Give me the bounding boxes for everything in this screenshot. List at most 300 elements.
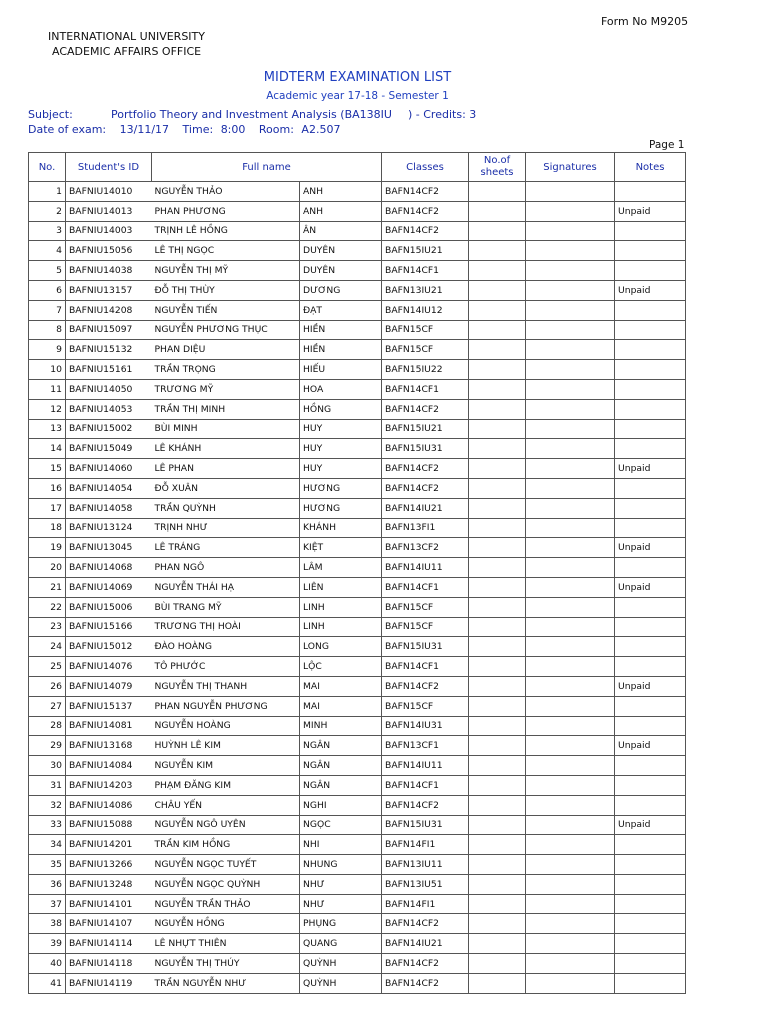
student-id: BAFNIU14107 bbox=[66, 914, 152, 934]
signature-cell bbox=[526, 736, 615, 756]
student-class: BAFN14IU21 bbox=[382, 934, 469, 954]
student-given-name: LIÊN bbox=[300, 577, 382, 597]
signature-cell bbox=[526, 835, 615, 855]
sheets-cell bbox=[469, 221, 526, 241]
signature-cell bbox=[526, 657, 615, 677]
sheets-cell bbox=[469, 756, 526, 776]
student-id: BAFNIU14010 bbox=[66, 182, 152, 202]
table-row bbox=[29, 360, 686, 380]
notes-cell bbox=[615, 775, 686, 795]
signature-cell bbox=[526, 360, 615, 380]
student-surname: CHÂU YẾN bbox=[152, 795, 300, 815]
sheets-cell bbox=[469, 558, 526, 578]
table-row bbox=[29, 340, 686, 360]
notes-cell: Unpaid bbox=[615, 280, 686, 300]
row-number: 30 bbox=[29, 756, 66, 776]
row-number: 29 bbox=[29, 736, 66, 756]
room-label: Room: bbox=[258, 123, 294, 136]
student-class: BAFN14IU31 bbox=[382, 716, 469, 736]
student-class: BAFN13CF1 bbox=[382, 736, 469, 756]
table-row bbox=[29, 954, 686, 974]
signature-cell bbox=[526, 914, 615, 934]
page-number: Page 1 bbox=[649, 139, 685, 151]
student-given-name: DUYÊN bbox=[300, 241, 382, 261]
header-full-name: Full name bbox=[152, 153, 382, 182]
sheets-cell bbox=[469, 201, 526, 221]
student-id: BAFNIU15088 bbox=[66, 815, 152, 835]
student-id: BAFNIU14068 bbox=[66, 558, 152, 578]
student-id: BAFNIU14203 bbox=[66, 775, 152, 795]
sheets-cell bbox=[469, 478, 526, 498]
student-given-name: LỘC bbox=[300, 657, 382, 677]
table-row bbox=[29, 577, 686, 597]
signature-cell bbox=[526, 894, 615, 914]
signature-cell bbox=[526, 676, 615, 696]
student-given-name: HỒNG bbox=[300, 399, 382, 419]
student-surname: PHAN PHƯƠNG bbox=[152, 201, 300, 221]
student-surname: NGUYỄN HỒNG bbox=[152, 914, 300, 934]
sheets-cell bbox=[469, 340, 526, 360]
student-class: BAFN14FI1 bbox=[382, 835, 469, 855]
student-surname: NGUYỄN THẢO bbox=[152, 182, 300, 202]
sheets-cell bbox=[469, 617, 526, 637]
student-surname: PHAN NGÔ bbox=[152, 558, 300, 578]
sheets-cell bbox=[469, 874, 526, 894]
student-surname: NGUYỄN TIẾN bbox=[152, 300, 300, 320]
header-notes: Notes bbox=[615, 153, 686, 182]
student-class: BAFN14CF2 bbox=[382, 973, 469, 993]
row-number: 19 bbox=[29, 538, 66, 558]
student-given-name: NGÂN bbox=[300, 775, 382, 795]
table-row bbox=[29, 874, 686, 894]
student-class: BAFN15CF bbox=[382, 617, 469, 637]
student-given-name: LINH bbox=[300, 597, 382, 617]
student-surname: PHAN DIỆU bbox=[152, 340, 300, 360]
student-surname: TRỊNH NHƯ bbox=[152, 518, 300, 538]
sheets-cell bbox=[469, 360, 526, 380]
student-class: BAFN14CF1 bbox=[382, 775, 469, 795]
student-class: BAFN14CF2 bbox=[382, 201, 469, 221]
table-row bbox=[29, 320, 686, 340]
student-class: BAFN14CF2 bbox=[382, 676, 469, 696]
student-class: BAFN15CF bbox=[382, 340, 469, 360]
sheets-cell bbox=[469, 419, 526, 439]
notes-cell bbox=[615, 597, 686, 617]
student-id: BAFNIU14084 bbox=[66, 756, 152, 776]
notes-cell bbox=[615, 657, 686, 677]
row-number: 3 bbox=[29, 221, 66, 241]
credits: ) - Credits: 3 bbox=[408, 108, 477, 121]
header-signatures: Signatures bbox=[526, 153, 615, 182]
student-given-name: NHƯ bbox=[300, 874, 382, 894]
student-given-name: HUY bbox=[300, 419, 382, 439]
header-student-id: Student's ID bbox=[66, 153, 152, 182]
student-id: BAFNIU15132 bbox=[66, 340, 152, 360]
notes-cell bbox=[615, 439, 686, 459]
student-id: BAFNIU15002 bbox=[66, 419, 152, 439]
student-class: BAFN15IU21 bbox=[382, 419, 469, 439]
student-class: BAFN15IU22 bbox=[382, 360, 469, 380]
notes-cell bbox=[615, 340, 686, 360]
table-row bbox=[29, 775, 686, 795]
signature-cell bbox=[526, 439, 615, 459]
table-header-row bbox=[29, 153, 686, 182]
university-name: INTERNATIONAL UNIVERSITY bbox=[48, 30, 205, 43]
header-classes: Classes bbox=[382, 153, 469, 182]
sheets-cell bbox=[469, 657, 526, 677]
sheets-cell bbox=[469, 954, 526, 974]
sheets-cell bbox=[469, 716, 526, 736]
student-id: BAFNIU15137 bbox=[66, 696, 152, 716]
student-surname: TRẦN TRỌNG bbox=[152, 360, 300, 380]
table-row bbox=[29, 201, 686, 221]
student-surname: LÊ THỊ NGỌC bbox=[152, 241, 300, 261]
student-id: BAFNIU14114 bbox=[66, 934, 152, 954]
notes-cell bbox=[615, 399, 686, 419]
table-row bbox=[29, 261, 686, 281]
row-number: 40 bbox=[29, 954, 66, 974]
student-class: BAFN14IU12 bbox=[382, 300, 469, 320]
notes-cell bbox=[615, 498, 686, 518]
student-id: BAFNIU15161 bbox=[66, 360, 152, 380]
student-class: BAFN14IU11 bbox=[382, 558, 469, 578]
student-class: BAFN15CF bbox=[382, 320, 469, 340]
student-id: BAFNIU14053 bbox=[66, 399, 152, 419]
student-class: BAFN13IU51 bbox=[382, 874, 469, 894]
student-class: BAFN14CF2 bbox=[382, 954, 469, 974]
sheets-cell bbox=[469, 538, 526, 558]
student-surname: TÔ PHƯỚC bbox=[152, 657, 300, 677]
table-row bbox=[29, 855, 686, 875]
sheets-cell bbox=[469, 894, 526, 914]
student-id: BAFNIU14208 bbox=[66, 300, 152, 320]
notes-cell bbox=[615, 360, 686, 380]
sheets-cell bbox=[469, 320, 526, 340]
academic-year: Academic year 17-18 - Semester 1 bbox=[266, 90, 449, 102]
row-number: 6 bbox=[29, 280, 66, 300]
signature-cell bbox=[526, 241, 615, 261]
notes-cell bbox=[615, 756, 686, 776]
table-row bbox=[29, 894, 686, 914]
student-given-name: HOA bbox=[300, 379, 382, 399]
student-given-name: LINH bbox=[300, 617, 382, 637]
sheets-cell bbox=[469, 696, 526, 716]
student-class: BAFN15IU31 bbox=[382, 815, 469, 835]
student-given-name: HIẾU bbox=[300, 360, 382, 380]
student-id: BAFNIU14058 bbox=[66, 498, 152, 518]
sheets-cell bbox=[469, 300, 526, 320]
student-given-name: NHƯ bbox=[300, 894, 382, 914]
table-row bbox=[29, 756, 686, 776]
notes-cell bbox=[615, 379, 686, 399]
notes-cell bbox=[615, 518, 686, 538]
sheets-cell bbox=[469, 736, 526, 756]
notes-cell bbox=[615, 954, 686, 974]
student-surname: NGUYỄN THỊ THÚY bbox=[152, 954, 300, 974]
row-number: 23 bbox=[29, 617, 66, 637]
student-id: BAFNIU14201 bbox=[66, 835, 152, 855]
exam-info-line bbox=[28, 123, 350, 136]
signature-cell bbox=[526, 954, 615, 974]
student-class: BAFN14CF2 bbox=[382, 795, 469, 815]
sheets-cell bbox=[469, 597, 526, 617]
row-number: 8 bbox=[29, 320, 66, 340]
student-given-name: LÂM bbox=[300, 558, 382, 578]
notes-cell: Unpaid bbox=[615, 736, 686, 756]
student-class: BAFN14FI1 bbox=[382, 894, 469, 914]
notes-cell: Unpaid bbox=[615, 577, 686, 597]
row-number: 28 bbox=[29, 716, 66, 736]
sheets-cell bbox=[469, 241, 526, 261]
signature-cell bbox=[526, 815, 615, 835]
table-row bbox=[29, 676, 686, 696]
signature-cell bbox=[526, 973, 615, 993]
student-surname: ĐÀO HOÀNG bbox=[152, 637, 300, 657]
table-row bbox=[29, 617, 686, 637]
sheets-cell bbox=[469, 280, 526, 300]
signature-cell bbox=[526, 558, 615, 578]
student-class: BAFN13CF2 bbox=[382, 538, 469, 558]
student-surname: NGUYỄN THÁI HẠ bbox=[152, 577, 300, 597]
row-number: 7 bbox=[29, 300, 66, 320]
row-number: 32 bbox=[29, 795, 66, 815]
student-class: BAFN14CF2 bbox=[382, 914, 469, 934]
student-id: BAFNIU14050 bbox=[66, 379, 152, 399]
student-surname: NGUYỄN THỊ THANH bbox=[152, 676, 300, 696]
student-given-name: KHÁNH bbox=[300, 518, 382, 538]
page-title: MIDTERM EXAMINATION LIST bbox=[263, 70, 452, 85]
student-surname: TRƯƠNG THỊ HOÀI bbox=[152, 617, 300, 637]
table-row bbox=[29, 815, 686, 835]
student-id: BAFNIU14118 bbox=[66, 954, 152, 974]
student-surname: TRẦN KIM HỒNG bbox=[152, 835, 300, 855]
signature-cell bbox=[526, 716, 615, 736]
student-surname: NGUYỄN TRẦN THẢO bbox=[152, 894, 300, 914]
date-value: 13/11/17 bbox=[119, 123, 170, 136]
student-class: BAFN14CF2 bbox=[382, 221, 469, 241]
row-number: 31 bbox=[29, 775, 66, 795]
signature-cell bbox=[526, 419, 615, 439]
row-number: 35 bbox=[29, 855, 66, 875]
table-row bbox=[29, 419, 686, 439]
notes-cell bbox=[615, 419, 686, 439]
student-class: BAFN13IU11 bbox=[382, 855, 469, 875]
row-number: 10 bbox=[29, 360, 66, 380]
table-row bbox=[29, 498, 686, 518]
notes-cell bbox=[615, 300, 686, 320]
row-number: 17 bbox=[29, 498, 66, 518]
sheets-cell bbox=[469, 676, 526, 696]
header-sheets: No.of sheets bbox=[469, 153, 526, 182]
student-id: BAFNIU15166 bbox=[66, 617, 152, 637]
notes-cell bbox=[615, 261, 686, 281]
student-class: BAFN14CF2 bbox=[382, 182, 469, 202]
student-given-name: HƯƠNG bbox=[300, 498, 382, 518]
table-row bbox=[29, 558, 686, 578]
notes-cell bbox=[615, 617, 686, 637]
signature-cell bbox=[526, 320, 615, 340]
student-given-name: HIỀN bbox=[300, 340, 382, 360]
student-id: BAFNIU14101 bbox=[66, 894, 152, 914]
notes-cell bbox=[615, 320, 686, 340]
table-row bbox=[29, 280, 686, 300]
student-surname: LÊ KHÁNH bbox=[152, 439, 300, 459]
row-number: 39 bbox=[29, 934, 66, 954]
row-number: 14 bbox=[29, 439, 66, 459]
table-row bbox=[29, 716, 686, 736]
student-id: BAFNIU14076 bbox=[66, 657, 152, 677]
student-surname: NGUYỄN HOÀNG bbox=[152, 716, 300, 736]
row-number: 2 bbox=[29, 201, 66, 221]
sheets-cell bbox=[469, 379, 526, 399]
sheets-cell bbox=[469, 577, 526, 597]
row-number: 24 bbox=[29, 637, 66, 657]
student-given-name: QUỲNH bbox=[300, 954, 382, 974]
student-id: BAFNIU15097 bbox=[66, 320, 152, 340]
notes-cell bbox=[615, 874, 686, 894]
student-class: BAFN14CF1 bbox=[382, 577, 469, 597]
signature-cell bbox=[526, 934, 615, 954]
student-id: BAFNIU14003 bbox=[66, 221, 152, 241]
student-given-name: NGHI bbox=[300, 795, 382, 815]
signature-cell bbox=[526, 538, 615, 558]
table-row bbox=[29, 439, 686, 459]
table-row bbox=[29, 835, 686, 855]
signature-cell bbox=[526, 300, 615, 320]
notes-cell bbox=[615, 914, 686, 934]
table-row bbox=[29, 696, 686, 716]
student-given-name: NGÂN bbox=[300, 736, 382, 756]
signature-cell bbox=[526, 379, 615, 399]
row-number: 33 bbox=[29, 815, 66, 835]
row-number: 5 bbox=[29, 261, 66, 281]
notes-cell bbox=[615, 221, 686, 241]
student-surname: PHẠM ĐĂNG KIM bbox=[152, 775, 300, 795]
row-number: 26 bbox=[29, 676, 66, 696]
row-number: 1 bbox=[29, 182, 66, 202]
signature-cell bbox=[526, 795, 615, 815]
signature-cell bbox=[526, 340, 615, 360]
student-id: BAFNIU13168 bbox=[66, 736, 152, 756]
student-given-name: DƯƠNG bbox=[300, 280, 382, 300]
signature-cell bbox=[526, 756, 615, 776]
student-given-name: NGÂN bbox=[300, 756, 382, 776]
sheets-cell bbox=[469, 439, 526, 459]
student-id: BAFNIU13045 bbox=[66, 538, 152, 558]
row-number: 21 bbox=[29, 577, 66, 597]
student-surname: PHAN NGUYỄN PHƯƠNG bbox=[152, 696, 300, 716]
signature-cell bbox=[526, 182, 615, 202]
row-number: 12 bbox=[29, 399, 66, 419]
student-class: BAFN14CF2 bbox=[382, 399, 469, 419]
time-label: Time: bbox=[182, 123, 214, 136]
signature-cell bbox=[526, 498, 615, 518]
student-given-name: HUY bbox=[300, 439, 382, 459]
student-class: BAFN14CF2 bbox=[382, 478, 469, 498]
student-surname: BÙI MINH bbox=[152, 419, 300, 439]
table-row bbox=[29, 221, 686, 241]
student-class: BAFN14CF1 bbox=[382, 379, 469, 399]
signature-cell bbox=[526, 478, 615, 498]
student-surname: TRẦN QUỲNH bbox=[152, 498, 300, 518]
sheets-cell bbox=[469, 261, 526, 281]
signature-cell bbox=[526, 399, 615, 419]
signature-cell bbox=[526, 221, 615, 241]
table-row bbox=[29, 795, 686, 815]
student-given-name: MAI bbox=[300, 696, 382, 716]
student-class: BAFN14CF1 bbox=[382, 657, 469, 677]
student-surname: LÊ PHAN bbox=[152, 459, 300, 479]
form-number: Form No M9205 bbox=[601, 15, 689, 28]
table-row bbox=[29, 973, 686, 993]
student-surname: LÊ NHỰT THIÊN bbox=[152, 934, 300, 954]
table-row bbox=[29, 736, 686, 756]
signature-cell bbox=[526, 280, 615, 300]
student-id: BAFNIU14079 bbox=[66, 676, 152, 696]
sheets-cell bbox=[469, 775, 526, 795]
sheets-cell bbox=[469, 795, 526, 815]
student-id: BAFNIU14013 bbox=[66, 201, 152, 221]
row-number: 15 bbox=[29, 459, 66, 479]
student-given-name: PHỤNG bbox=[300, 914, 382, 934]
sheets-cell bbox=[469, 637, 526, 657]
sheets-cell bbox=[469, 934, 526, 954]
student-id: BAFNIU15006 bbox=[66, 597, 152, 617]
student-surname: TRẦN NGUYỄN NHƯ bbox=[152, 973, 300, 993]
student-class: BAFN13IU21 bbox=[382, 280, 469, 300]
notes-cell bbox=[615, 835, 686, 855]
header-no: No. bbox=[29, 153, 66, 182]
student-surname: TRẦN THỊ MINH bbox=[152, 399, 300, 419]
student-given-name: NHI bbox=[300, 835, 382, 855]
sheets-cell bbox=[469, 498, 526, 518]
row-number: 41 bbox=[29, 973, 66, 993]
student-given-name: DUYÊN bbox=[300, 261, 382, 281]
table-row bbox=[29, 241, 686, 261]
notes-cell bbox=[615, 934, 686, 954]
student-given-name: KIỆT bbox=[300, 538, 382, 558]
sheets-cell bbox=[469, 835, 526, 855]
student-id: BAFNIU14119 bbox=[66, 973, 152, 993]
notes-cell: Unpaid bbox=[615, 201, 686, 221]
student-surname: NGUYỄN THỊ MỸ bbox=[152, 261, 300, 281]
student-given-name: QUỲNH bbox=[300, 973, 382, 993]
table-row bbox=[29, 478, 686, 498]
table-row bbox=[29, 914, 686, 934]
signature-cell bbox=[526, 201, 615, 221]
signature-cell bbox=[526, 577, 615, 597]
student-given-name: MAI bbox=[300, 676, 382, 696]
student-given-name: HIỀN bbox=[300, 320, 382, 340]
notes-cell bbox=[615, 637, 686, 657]
notes-cell: Unpaid bbox=[615, 459, 686, 479]
table-row bbox=[29, 637, 686, 657]
student-class: BAFN14CF1 bbox=[382, 261, 469, 281]
student-given-name: ĐẠT bbox=[300, 300, 382, 320]
table-row bbox=[29, 657, 686, 677]
signature-cell bbox=[526, 637, 615, 657]
table-row bbox=[29, 300, 686, 320]
row-number: 38 bbox=[29, 914, 66, 934]
table-row bbox=[29, 379, 686, 399]
student-class: BAFN15IU31 bbox=[382, 637, 469, 657]
notes-cell bbox=[615, 894, 686, 914]
sheets-cell bbox=[469, 855, 526, 875]
student-class: BAFN15IU21 bbox=[382, 241, 469, 261]
row-number: 37 bbox=[29, 894, 66, 914]
student-surname: BÙI TRANG MỸ bbox=[152, 597, 300, 617]
sheets-cell bbox=[469, 182, 526, 202]
